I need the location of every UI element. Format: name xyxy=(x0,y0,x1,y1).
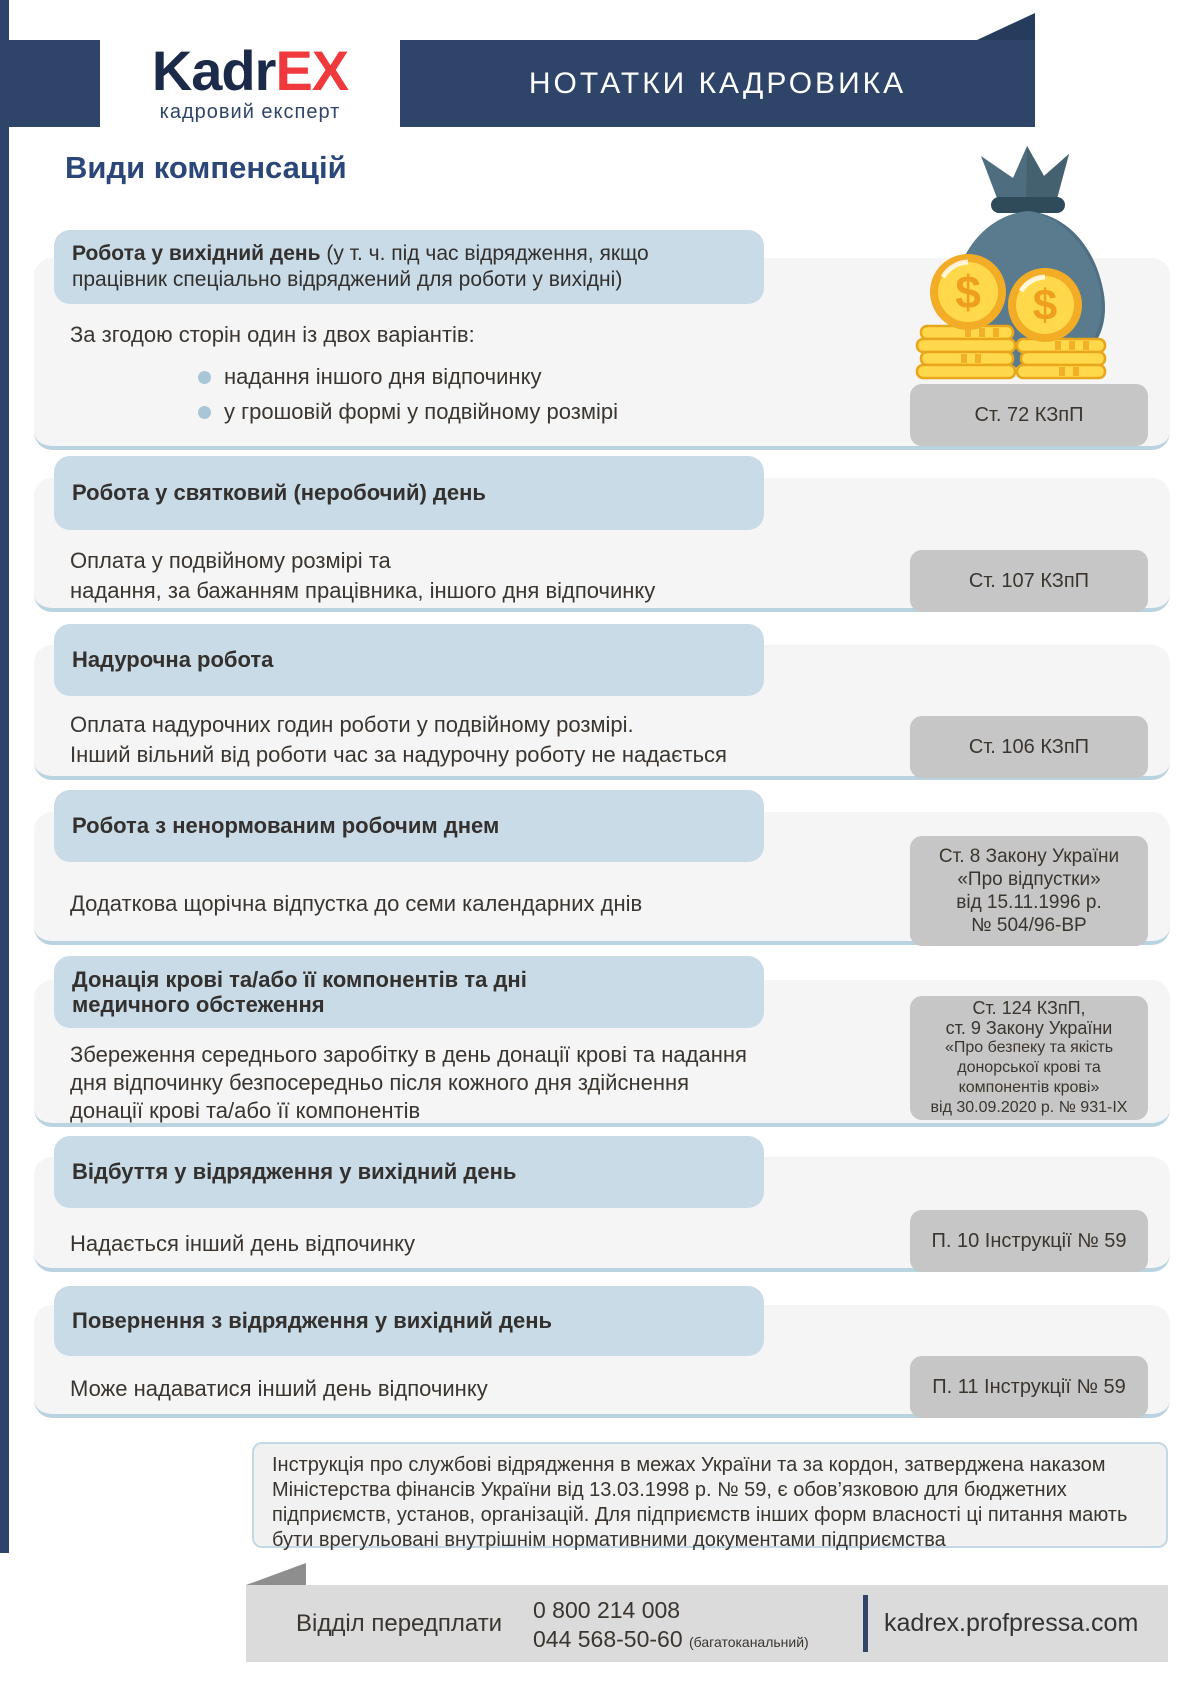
money-bag-icon xyxy=(905,140,1150,380)
note-box xyxy=(252,1442,1168,1551)
logo-text xyxy=(151,39,349,102)
kadrex-logo xyxy=(100,40,400,127)
reference-line: П. 11 Інструкції № 59 xyxy=(932,1375,1126,1398)
subscription-label: Відділ передплати xyxy=(296,1609,503,1637)
reference-badge xyxy=(910,384,1148,446)
reference-line: «Про відпустки» xyxy=(957,869,1101,890)
footer-phones xyxy=(533,1596,809,1657)
banner-title: НОТАТКИ КАДРОВИКА xyxy=(528,66,907,100)
section-body xyxy=(70,546,655,606)
reference-badge xyxy=(910,550,1148,612)
reference-line: Ст. 124 КЗпП, xyxy=(972,998,1086,1018)
reference-line: від 30.09.2020 р. № 931-ІХ xyxy=(930,1099,1128,1116)
left-accent-strip xyxy=(0,0,9,1553)
reference-line: ст. 9 Закону України xyxy=(945,1018,1113,1038)
reference-badge xyxy=(910,1356,1148,1418)
section-body xyxy=(70,1376,488,1402)
section-title: Донація крові та/або її компонентів та дні xyxy=(72,967,527,992)
section-body-line: Може надаватися інший день відпочинку xyxy=(70,1376,488,1401)
bullet-icon xyxy=(198,406,211,419)
section-title-note: (у т. ч. під час відрядження, якщо працівник спеціально відряджений для роботи у вихідні) xyxy=(72,242,649,291)
section-body xyxy=(70,1231,415,1257)
section-header-5 xyxy=(54,956,764,1028)
reference-line: Ст. 107 КЗпП xyxy=(968,569,1090,592)
reference-badge xyxy=(910,1210,1148,1272)
footer-fold xyxy=(246,1563,306,1585)
site-divider xyxy=(863,1595,868,1652)
logo-accent: EX xyxy=(275,39,349,102)
reference-line: № 504/96-ВР xyxy=(971,915,1087,936)
section-header-1 xyxy=(54,230,764,304)
section-title: Повернення з відрядження у вихідний день xyxy=(72,1308,553,1333)
page-title: Види компенсацій xyxy=(65,150,347,185)
section-body xyxy=(70,710,727,770)
website-link[interactable]: kadrex.profpressa.com xyxy=(884,1609,1139,1637)
section-body-line: Надається інший день відпочинку xyxy=(70,1231,416,1256)
section-body-line: дня відпочинку безпосередньо після кожного дня здійснення xyxy=(70,1070,690,1095)
reference-line: від 15.11.1996 р. xyxy=(956,892,1102,913)
reference-line: Ст. 72 КЗпП xyxy=(974,403,1084,426)
reference-line: Ст. 8 Закону України xyxy=(938,846,1120,867)
section-header-7 xyxy=(54,1286,764,1356)
section-body-line: Оплата надурочних годин роботи у подвійному розмірі. xyxy=(70,712,634,737)
section-title: медичного обстеження xyxy=(72,992,325,1017)
footer-bar xyxy=(246,1585,1168,1662)
phone-tollfree: 0 800 214 008 xyxy=(533,1597,681,1623)
section-body xyxy=(70,891,642,917)
reference-line: П. 10 Інструкції № 59 xyxy=(931,1229,1127,1252)
section-header-4 xyxy=(54,790,764,862)
reference-line: донорської крові та xyxy=(957,1059,1101,1076)
section-title: Робота з ненормованим робочим днем xyxy=(72,813,500,838)
logo-tagline: кадровий експерт xyxy=(159,101,341,123)
reference-badge xyxy=(910,836,1148,946)
reference-badge xyxy=(910,716,1148,778)
section-title: Робота у вихідний день xyxy=(72,242,321,265)
section-body-line: Оплата у подвійному розмірі та xyxy=(70,548,391,573)
svg-text:$: $ xyxy=(1032,281,1058,330)
phone-note: (багатоканальний) xyxy=(689,1634,809,1650)
bullet-text: у грошовій формі у подвійному розмірі xyxy=(224,399,618,424)
section-body-line: Інший вільний від роботи час за надурочну роботу не надається xyxy=(70,742,727,767)
section-body-line: Збереження середнього заробітку в день донації крові та надання xyxy=(70,1042,747,1067)
section-body-line: надання, за бажанням працівника, іншого дня відпочинку xyxy=(70,578,656,603)
bullet-icon xyxy=(198,371,211,384)
section-header-2 xyxy=(54,456,764,530)
band-fold-corner xyxy=(977,13,1035,40)
section-body-line: Додаткова щорічна відпустка до семи календарних днів xyxy=(70,891,643,916)
bullet-item xyxy=(198,399,618,425)
reference-line: Ст. 106 КЗпП xyxy=(968,735,1090,758)
section-intro: За згодою сторін один із двох варіантів: xyxy=(70,322,475,347)
svg-text:$: $ xyxy=(955,266,981,318)
section-title: Відбуття у відрядження у вихідний день xyxy=(72,1159,517,1184)
section-header-6 xyxy=(54,1136,764,1208)
section-title: Надурочна робота xyxy=(72,647,274,672)
bullet-text: надання іншого дня відпочинку xyxy=(224,364,542,389)
phone-city: 044 568-50-60 xyxy=(533,1626,683,1652)
reference-line: «Про безпеку та якість xyxy=(944,1039,1114,1056)
bullet-item xyxy=(198,364,541,390)
reference-line: компонентів крові» xyxy=(958,1079,1100,1096)
section-body-line: донації крові та/або її компонентів xyxy=(70,1098,421,1123)
section-body xyxy=(70,1041,747,1125)
section-title: Робота у святковий (неробочий) день xyxy=(72,480,486,505)
reference-badge xyxy=(910,996,1148,1120)
note-text: Інструкція про службові відрядження в межах України та за кордон, затверджена наказом Міністерства фінансів України від 13.03.1998 р. № 59, є обов’язковою для бюджетних підприємств, установ, організацій. Для підприємств інших форм власності ці питання мають бути врегульовані внутрішнім нормативними документами підприємства xyxy=(272,1454,1128,1551)
section-header-3 xyxy=(54,624,764,696)
logo-primary: Kadr xyxy=(151,39,276,102)
